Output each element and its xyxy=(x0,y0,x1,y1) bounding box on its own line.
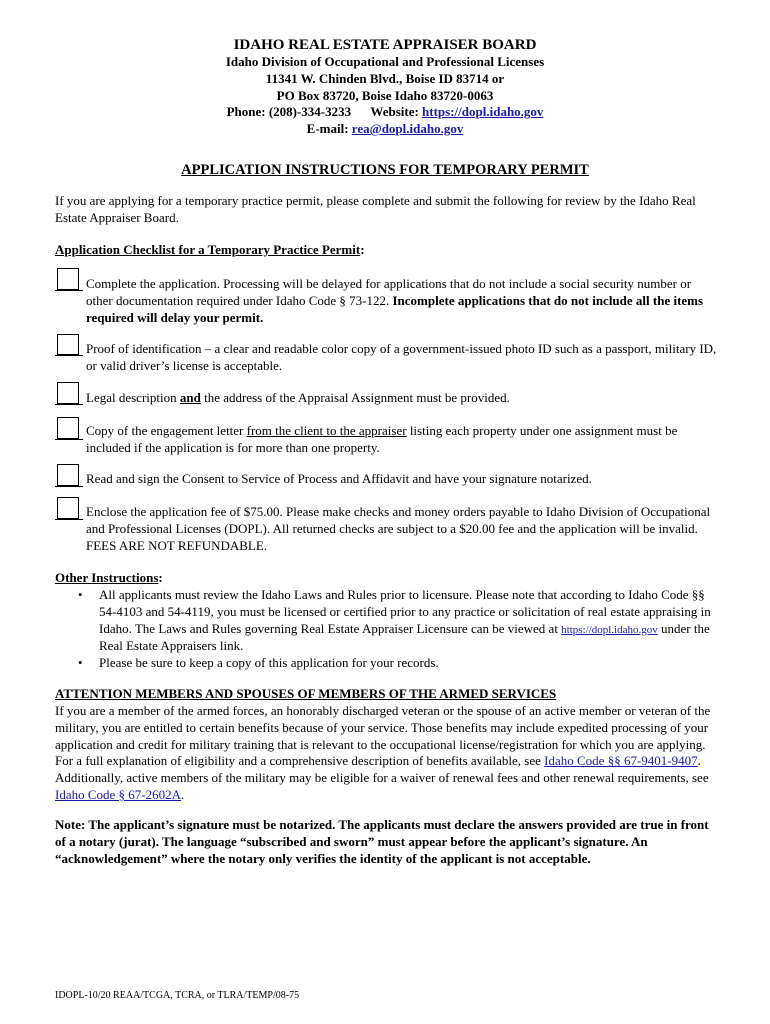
phone: Phone: (208)-334-3233 xyxy=(226,104,352,120)
website-link[interactable]: https://dopl.idaho.gov xyxy=(422,104,544,120)
idaho-code-67-9401-link[interactable]: Idaho Code §§ 67-9401-9407 xyxy=(544,753,698,769)
checklist-checkbox-2[interactable] xyxy=(57,334,79,355)
contact-line xyxy=(0,104,770,121)
checklist-item-5: Read and sign the Consent to Service of Process and Affidavit and have your signature notarized. xyxy=(86,471,592,486)
checkbox-underline xyxy=(55,439,83,440)
checkbox-underline xyxy=(55,404,83,405)
other-instructions-list xyxy=(78,587,718,672)
letterhead xyxy=(0,36,770,138)
checklist-checkbox-4[interactable] xyxy=(57,417,79,439)
checklist-item-1: Complete the application. Processing will be delayed for applications that do not include a social security number or other documentation required under Idaho Code § 73-122. Incomplete applications that do not include all the items required will delay your permit. xyxy=(86,276,704,325)
form-footer-code: IDOPL-10/20 REAA/TCGA, TCRA, or TLRA/TEMP/08-75 xyxy=(55,990,300,1001)
address-line-2: PO Box 83720, Boise Idaho 83720-0063 xyxy=(276,87,494,103)
checkbox-underline xyxy=(55,290,83,291)
address-line-1: 11341 W. Chinden Blvd., Boise ID 83714 or xyxy=(265,70,505,86)
checkbox-underline xyxy=(55,486,83,487)
page-title: APPLICATION INSTRUCTIONS FOR TEMPORARY PERMIT xyxy=(181,162,589,178)
intro-paragraph: If you are applying for a temporary practice permit, please complete and submit the following for review by the Idaho Real Estate Appraiser Board. xyxy=(55,193,696,225)
idaho-code-67-2602a-link[interactable]: Idaho Code § 67-2602A xyxy=(55,786,182,802)
email-label: E-mail: xyxy=(306,121,349,137)
bullet-icon: • xyxy=(78,655,83,671)
bullet-icon: • xyxy=(78,587,83,602)
checklist-checkbox-3[interactable] xyxy=(57,382,79,404)
division-name: Idaho Division of Occupational and Professional Licenses xyxy=(225,54,545,69)
email-link[interactable]: rea@dopl.idaho.gov xyxy=(351,121,464,137)
list-item: • All applicants must review the Idaho Laws and Rules prior to licensure. Please note that according to Idaho Code §§ 54-4103 and 54-4119, you must be licensed or certified prior to any practice or solicitation of real estate appraising in Idaho. The Laws and Rules governing Real Estate Appraiser Licensure can be viewed at https://dopl.idaho.gov under the Real Estate Appraisers link. xyxy=(78,587,711,654)
checklist-item-3: Legal description and the address of the Appraisal Assignment must be provided. xyxy=(86,390,510,405)
list-item: • Please be sure to keep a copy of this application for your records. xyxy=(78,655,439,671)
email-line xyxy=(0,121,770,138)
checklist-checkbox-5[interactable] xyxy=(57,464,79,486)
armed-services-heading: ATTENTION MEMBERS AND SPOUSES OF MEMBERS OF THE ARMED SERVICES xyxy=(55,686,557,701)
board-name: IDAHO REAL ESTATE APPRAISER BOARD xyxy=(233,37,537,53)
checklist-heading: Application Checklist for a Temporary Practice Permit: xyxy=(55,242,365,257)
checkbox-underline xyxy=(55,519,83,520)
checklist-checkbox-1[interactable] xyxy=(57,268,79,290)
checklist-checkbox-6[interactable] xyxy=(57,497,79,519)
website-label: Website: xyxy=(370,104,419,120)
checklist-item-2: Proof of identification – a clear and readable color copy of a government-issued photo ID such as a passport, military ID, or valid driver’s license is acceptable. xyxy=(86,341,717,373)
checklist-item-4: Copy of the engagement letter from the client to the appraiser listing each property under one assignment must be included if the application is for more than one property. xyxy=(86,423,678,455)
dopl-link[interactable]: https://dopl.idaho.gov xyxy=(561,623,658,636)
armed-services-paragraph: If you are a member of the armed forces, an honorably discharged veteran or the spouse of an active member or veteran of the military, you are entitled to certain benefits because of your service. Those benefits may include expedited processing of your application and credit for military training that is relevant to the occupational license/registration for which you are applying. For a full explanation of eligibility and a comprehensive description of benefits available, see Idaho Code §§ 67-9401-9407. Additionally, active members of the military may be eligible for a waiver of renewal fees and other renewal requirements, see Idaho Code § 67-2602A. xyxy=(55,703,711,802)
other-instructions-heading: Other Instructions: xyxy=(55,570,163,585)
notary-note: Note: The applicant’s signature must be notarized. The applicants must declare the answers provided are true in front of a notary (jurat). The language “subscribed and sworn” must appear before the applicant’s signature. An “acknowledgement” where the notary only verifies the identity of the applicant is not acceptable. xyxy=(55,817,709,866)
checklist-item-6: Enclose the application fee of $75.00. Please make checks and money orders payable to Idaho Division of Occupational and Professional Licenses (DOPL). All returned checks are subject to a $20.00 fee and the application will be invalid. FEES ARE NOT REFUNDABLE. xyxy=(86,504,711,553)
checkbox-underline xyxy=(55,355,83,356)
